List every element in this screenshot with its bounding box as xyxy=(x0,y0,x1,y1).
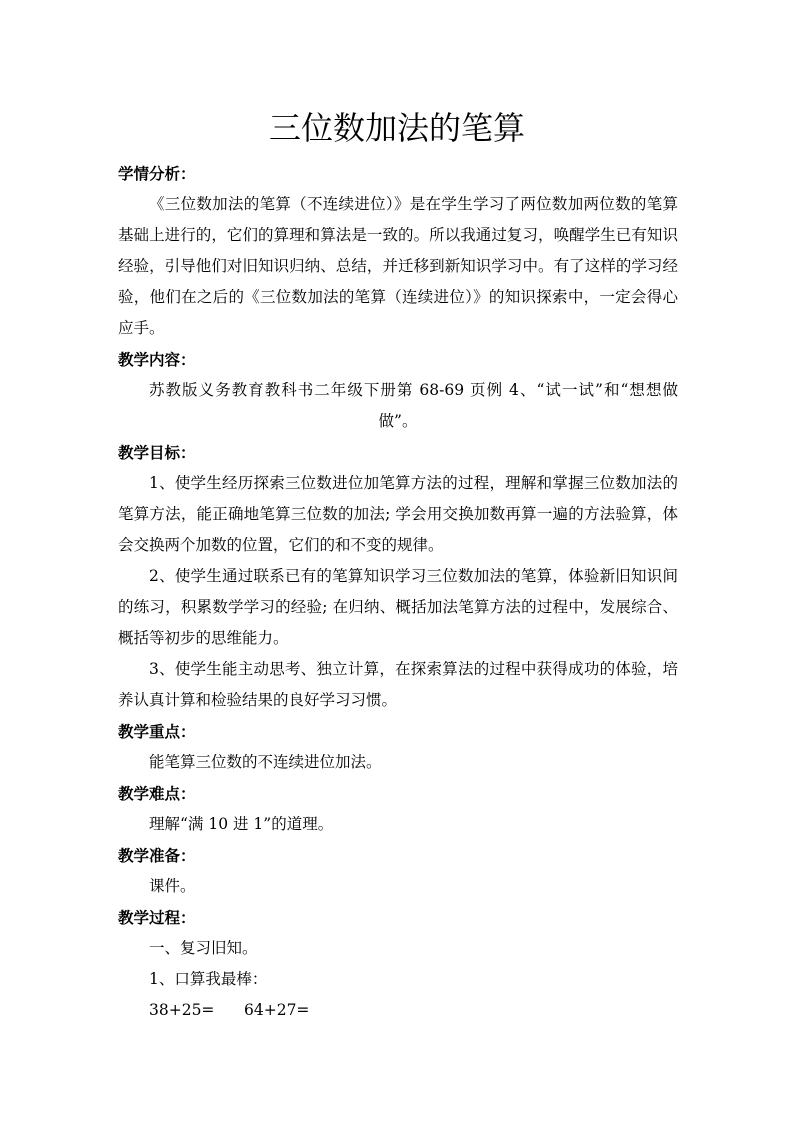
preparation-heading: 教学准备： xyxy=(118,846,196,865)
goals-heading: 教学目标： xyxy=(118,443,196,462)
preparation-text: 课件。 xyxy=(149,877,196,895)
sum-item-2: 64+27= xyxy=(244,1001,310,1019)
process-step-1: 一、复习旧知。 xyxy=(149,939,258,957)
content-text: 苏教版义务教育教科书二年级下册第 68-69 页例 4、“试一试”和“想想做做”。 xyxy=(149,381,678,430)
oral-sums xyxy=(118,995,678,1026)
key-point-text: 能笔算三位数的不连续进位加法。 xyxy=(149,753,382,771)
process-heading: 教学过程： xyxy=(118,908,196,927)
goal-item-2: 2、使学生通过联系已有的笔算知识学习三位数加法的笔算，体验新旧知识间的练习，积累数学学习的经验; 在归纳、概括加法笔算方法的过程中，发展综合、概括等初步的思维能力。 xyxy=(118,567,678,647)
analysis-text: 《三位数加法的笔算（不连续进位）》是在学生学习了两位数加两位数的笔算基础上进行的，它们的算理和算法是一致的。所以我通过复习，唤醒学生已有知识经验，引导他们对旧知识归纳、总结，并迁移到新知识学习中。有了这样的学习经验，他们在之后的《三位数加法的笔算（连续进位）》的知识探索中，一定会得心应手。 xyxy=(118,195,678,337)
difficulty-heading: 教学难点： xyxy=(118,784,196,803)
analysis-heading: 学情分析： xyxy=(118,164,196,183)
process-step-1-1: 1、口算我最棒： xyxy=(149,970,268,988)
goal-item-3: 3、使学生能主动思考、独立计算，在探索算法的过程中获得成功的体验，培养认真计算和检验结果的良好学习习惯。 xyxy=(118,660,678,709)
goal-item-1: 1、使学生经历探索三位数进位加笔算方法的过程，理解和掌握三位数加法的笔算方法，能正确地笔算三位数的加法; 学会用交换加数再算一遍的方法验算，体会交换两个加数的位置，它们的和不变的规律。 xyxy=(118,474,678,554)
document-body xyxy=(118,158,678,1026)
document-title: 三位数加法的笔算 xyxy=(268,109,525,147)
key-point-heading: 教学重点： xyxy=(118,722,196,741)
difficulty-text: 理解“满 10 进 1”的道理。 xyxy=(149,815,334,833)
sum-item-1: 38+25= xyxy=(149,1001,215,1019)
content-heading: 教学内容： xyxy=(118,350,196,369)
